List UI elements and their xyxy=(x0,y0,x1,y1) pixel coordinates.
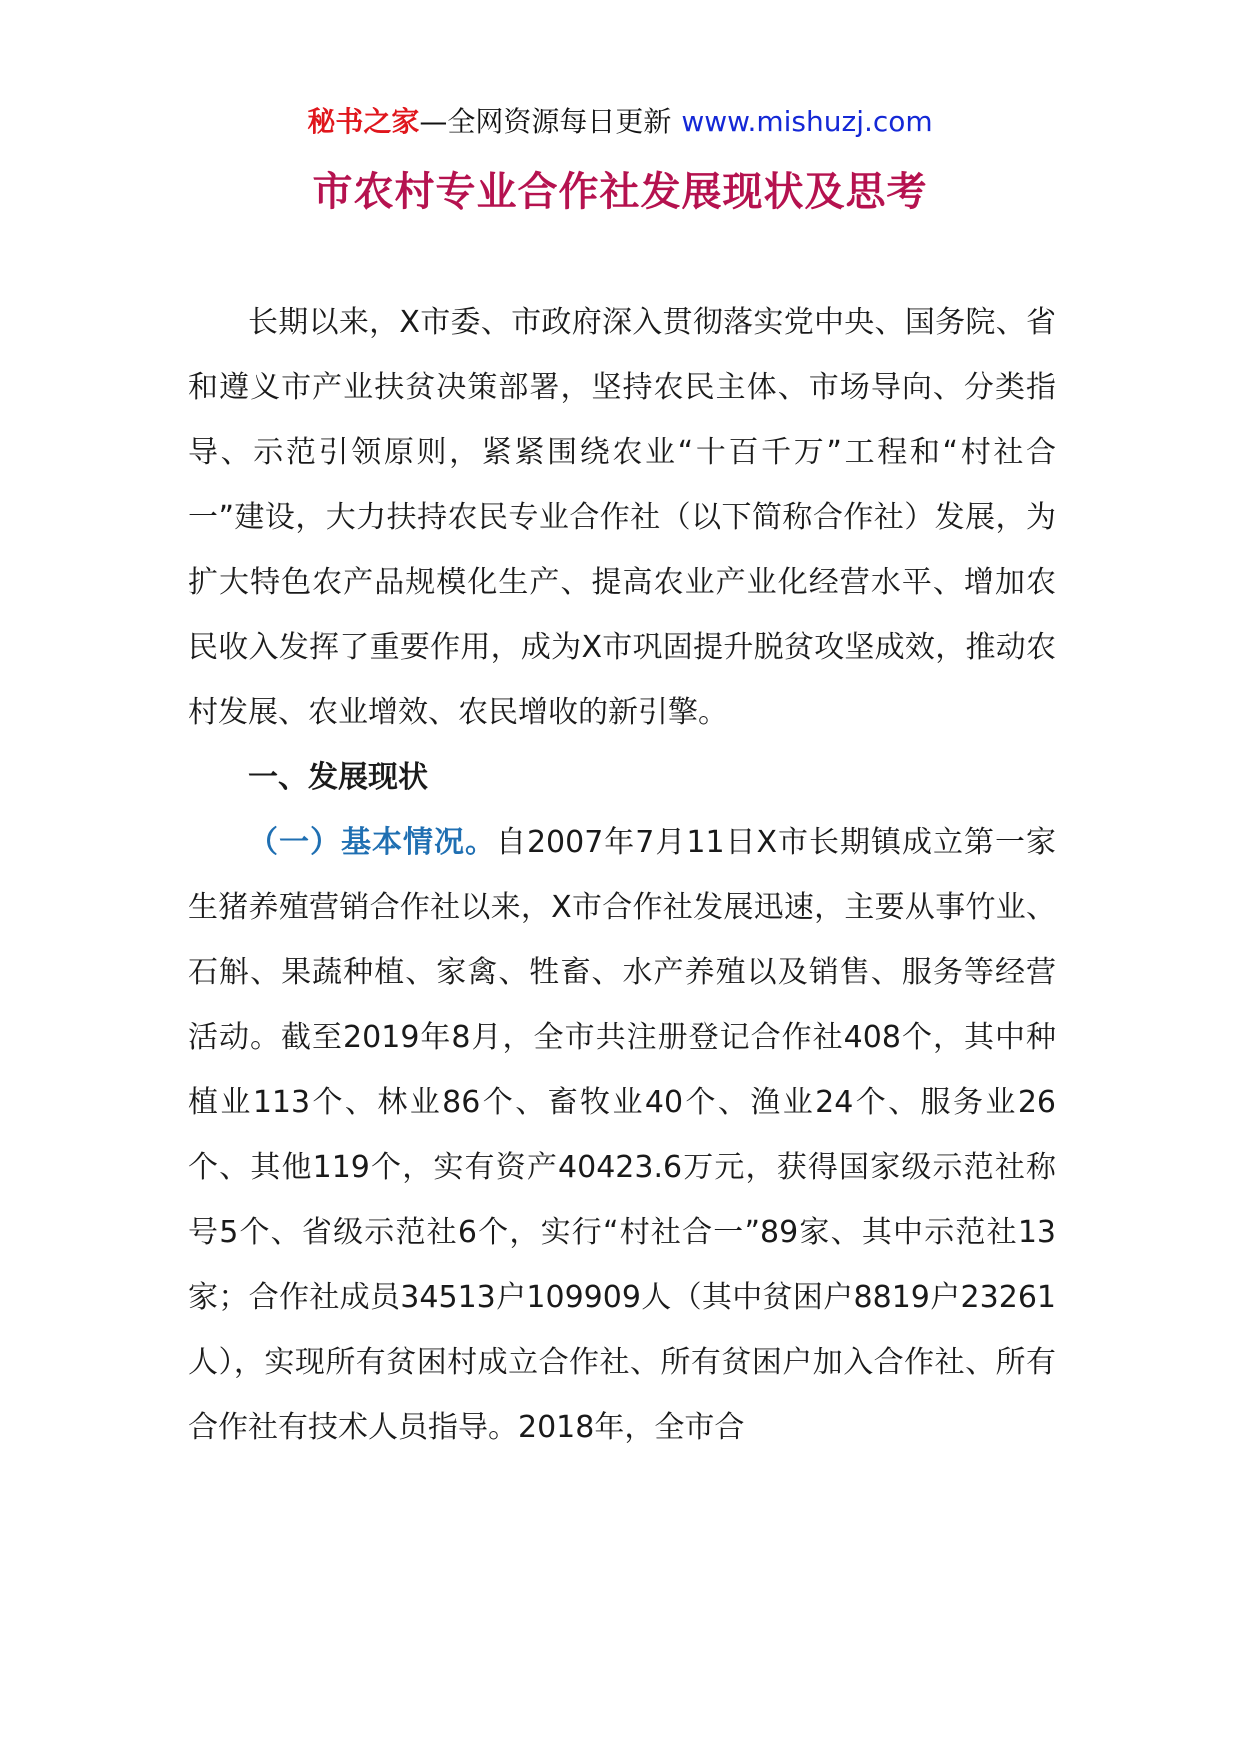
subsection-heading-1: （一）基本情况。 xyxy=(248,825,496,860)
site-tagline: —全网资源每日更新 xyxy=(419,105,672,138)
subsection-text-1: 自2007年7月11日X市长期镇成立第一家生猪养殖营销合作社以来，X市合作社发展迅速，主要从事竹业、石斛、果蔬种植、家禽、牲畜、水产养殖以及销售、服务等经营活动。截至2019年8月，全市共注册登记合作社408个，其中种植业113个、林业86个、畜牧业40个、渔业24个、服务业26个、其他119个，实有资产40423.6万元，获得国家级示范社称号5个、省级示范社6个，实行“村社合一”89家、其中示范社13家；合作社成员34513户109909人（其中贫困户8819户23261人），实现所有贫困村成立合作社、所有贫困户加入合作社、所有合作社有技术人员指导。2018年，全市合 xyxy=(188,825,1056,1445)
brand-name: 秘书之家 xyxy=(307,105,420,138)
site-header xyxy=(0,100,1240,144)
document-title: 市农村专业合作社发展现状及思考 xyxy=(312,168,928,215)
site-url-link[interactable]: www.mishuzj.com xyxy=(681,105,933,138)
section-heading-1: 一、发展现状 xyxy=(248,760,428,795)
intro-paragraph: 长期以来，X市委、市政府深入贯彻落实党中央、国务院、省和遵义市产业扶贫决策部署，坚持农民主体、市场导向、分类指导、示范引领原则，紧紧围绕农业“十百千万”工程和“村社合一”建设，大力扶持农民专业合作社（以下简称合作社）发展，为扩大特色农产品规模化生产、提高农业产业化经营水平、增加农民收入发挥了重要作用，成为X市巩固提升脱贫攻坚成效，推动农村发展、农业增效、农民增收的新引擎。 xyxy=(188,305,1056,730)
document-body xyxy=(188,290,1056,1460)
subsection-paragraph-1 xyxy=(188,810,1056,1460)
